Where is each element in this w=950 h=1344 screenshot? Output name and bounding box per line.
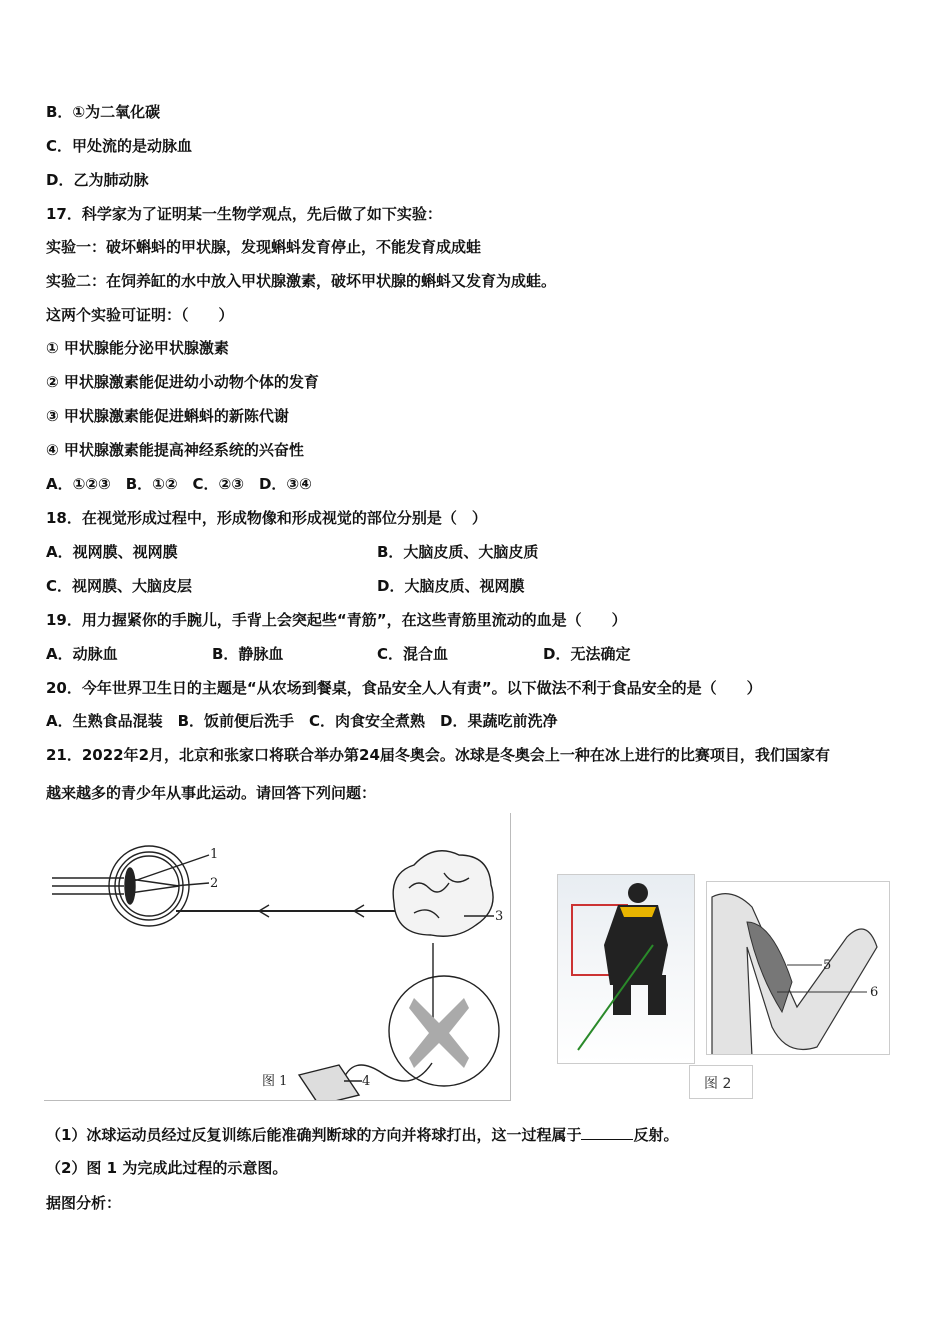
figure-2-caption-box	[689, 1065, 753, 1099]
q19-stem: 19．用力握紧你的手腕儿，手背上会突起些“青筋”，在这些青筋里流动的血是（ ）	[46, 611, 627, 629]
q21-sub2: （2）图 1 为完成此过程的示意图。	[46, 1159, 288, 1177]
q18-option-d: D．大脑皮质、视网膜	[377, 577, 525, 595]
q20-stem: 20．今年世界卫生日的主题是“从农场到餐桌，食品安全人人有责”。以下做法不利于食品安全的是（ ）	[46, 679, 762, 697]
q18-stem: 18．在视觉形成过程中，形成物像和形成视觉的部位分别是（ ）	[46, 509, 487, 527]
q21-sub1	[46, 1125, 678, 1145]
q19-option-a: A．动脉血	[46, 645, 118, 663]
q16-option-d: D．乙为肺动脉	[46, 171, 149, 189]
reflex-pathway-drawing	[44, 813, 510, 1100]
q18-option-a: A．视网膜、视网膜	[46, 543, 178, 561]
label-5: 5	[823, 958, 832, 973]
label-1: 1	[210, 847, 219, 862]
q17-ask: 这两个实验可证明：（ ）	[46, 306, 234, 324]
q21-analysis: 据图分析：	[46, 1194, 122, 1212]
figure-1-caption: 图 1	[262, 1074, 288, 1089]
q17-stem: 17．科学家为了证明某一生物学观点，先后做了如下实验：	[46, 205, 442, 223]
figure-2-caption: 图 2	[704, 1076, 732, 1092]
label-4: 4	[362, 1074, 371, 1089]
label-2: 2	[210, 876, 219, 891]
q16-option-c: C．甲处流的是动脉血	[46, 137, 193, 155]
figure-1-reflex-diagram	[44, 813, 511, 1101]
q17-options: A．①②③ B．①② C．②③ D．③④	[46, 475, 312, 493]
q18-option-b: B．大脑皮质、大脑皮质	[377, 543, 539, 561]
q17-item: ② 甲状腺激素能促进幼小动物个体的发育	[46, 373, 319, 391]
q19-option-d: D．无法确定	[543, 645, 631, 663]
q21-sub1-end: 反射。	[633, 1126, 679, 1144]
q21-sub1-text: （1）冰球运动员经过反复训练后能准确判断球的方向并将球打出，这一过程属于	[46, 1126, 582, 1144]
q16-option-b: B．①为二氧化碳	[46, 103, 161, 121]
answer-blank[interactable]	[581, 1125, 633, 1140]
q17-item: ③ 甲状腺激素能促进蝌蚪的新陈代谢	[46, 407, 289, 425]
label-3: 3	[495, 909, 504, 924]
q19-option-b: B．静脉血	[212, 645, 284, 663]
arm-muscle-diagram	[706, 881, 890, 1055]
q21-stem: 21．2022年2月，北京和张家口将联合举办第24届冬奥会。冰球是冬奥会上一种在冰上进行的比赛项目，我们国家有	[46, 746, 830, 764]
q18-option-c: C．视网膜、大脑皮层	[46, 577, 193, 595]
label-6: 6	[870, 985, 879, 1000]
q20-options: A．生熟食品混装 B．饭前便后洗手 C．肉食安全煮熟 D．果蔬吃前洗净	[46, 712, 558, 730]
q21-stem-cont: 越来越多的青少年从事此运动。请回答下列问题：	[46, 784, 377, 802]
hockey-player-photo	[557, 874, 695, 1064]
q19-option-c: C．混合血	[377, 645, 449, 663]
q17-item: ① 甲状腺能分泌甲状腺激素	[46, 339, 229, 357]
q17-exp1: 实验一：破坏蝌蚪的甲状腺，发现蝌蚪发育停止，不能发育成成蛙	[46, 238, 482, 256]
q17-item: ④ 甲状腺激素能提高神经系统的兴奋性	[46, 441, 304, 459]
q17-exp2: 实验二：在饲养缸的水中放入甲状腺激素，破坏甲状腺的蝌蚪又发育为成蛙。	[46, 272, 557, 290]
